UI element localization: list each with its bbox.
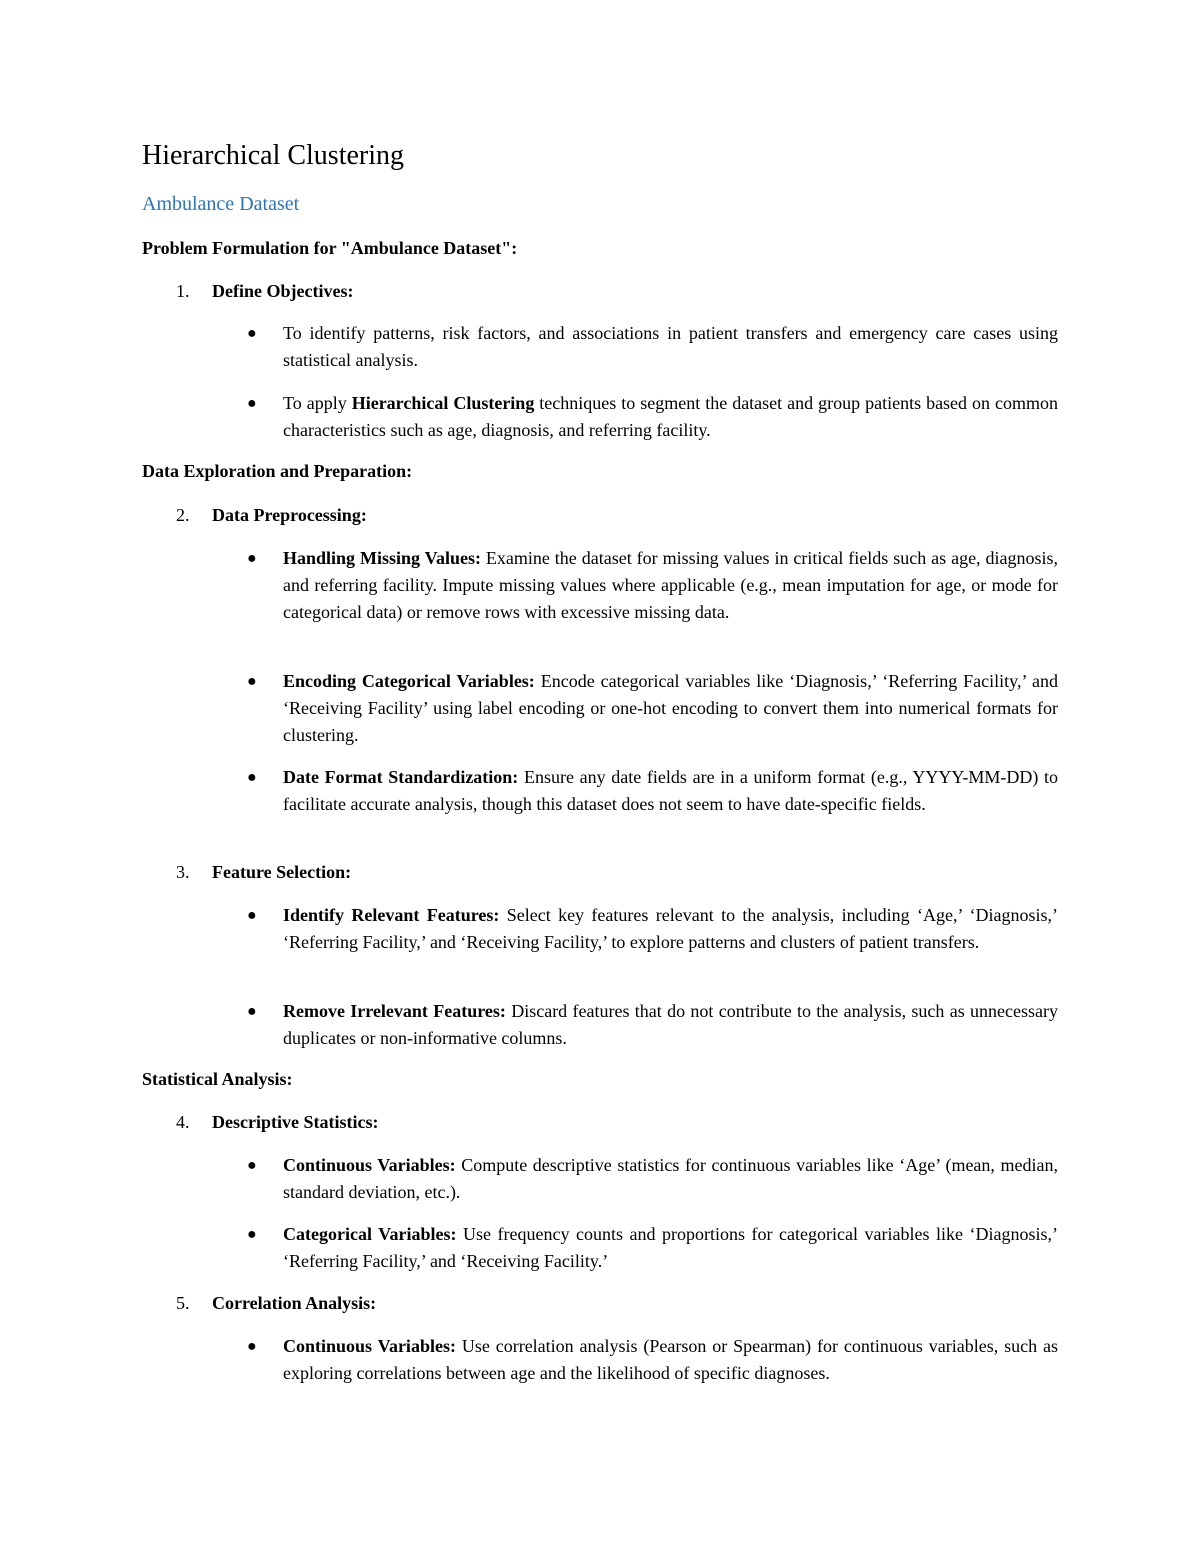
list-label: Correlation Analysis: bbox=[212, 1293, 377, 1313]
section-heading-statistical: Statistical Analysis: bbox=[142, 1069, 293, 1089]
bullet-item bbox=[142, 545, 1058, 626]
bullet-text: Ensure any date fields are in a uniform format (e.g., YYYY-MM-DD) to facilitate accurate analysis, though this dataset does not seem to have date-specific fields. bbox=[283, 767, 1058, 814]
bullet-text: Discard features that do not contribute to the analysis, such as unnecessary duplicates or non-informative columns. bbox=[283, 1001, 1058, 1048]
section-heading-exploration: Data Exploration and Preparation: bbox=[142, 461, 413, 481]
bullet-text: Encode categorical variables like ‘Diagnosis,’ ‘Referring Facility,’ and ‘Receiving Facility’ using label encoding or one-hot encoding to convert them into numerical formats for clustering. bbox=[283, 671, 1058, 745]
bullet-icon: ● bbox=[247, 1338, 257, 1355]
section-heading-problem: Problem Formulation for "Ambulance Dataset": bbox=[142, 238, 518, 258]
bullet-icon: ● bbox=[247, 395, 257, 412]
bullet-text: Select key features relevant to the analysis, including ‘Age,’ ‘Diagnosis,’ ‘Referring Facility,’ and ‘Receiving Facility,’ to explore patterns and clusters of patient transfers. bbox=[283, 905, 1058, 952]
list-number: 1. bbox=[176, 281, 190, 301]
bullet-text: Use correlation analysis (Pearson or Spearman) for continuous variables, such as exploring correlations between age and the likelihood of specific diagnoses. bbox=[283, 1336, 1059, 1383]
bullet-bold-term: Continuous Variables: bbox=[283, 1336, 456, 1356]
list-label: Define Objectives: bbox=[212, 281, 354, 301]
bullet-item bbox=[142, 1221, 1058, 1275]
bullet-bold-term: Handling Missing Values: bbox=[283, 548, 481, 568]
list-number: 5. bbox=[176, 1293, 190, 1313]
list-label: Data Preprocessing: bbox=[212, 505, 367, 525]
bullet-icon: ● bbox=[247, 1003, 257, 1020]
bullet-icon: ● bbox=[247, 325, 257, 342]
bullet-icon: ● bbox=[247, 1157, 257, 1174]
bullet-bold-term: Date Format Standardization: bbox=[283, 767, 519, 787]
list-label: Descriptive Statistics: bbox=[212, 1112, 379, 1132]
bullet-icon: ● bbox=[247, 907, 257, 924]
bullet-icon: ● bbox=[247, 550, 257, 567]
bullet-bold-term: Identify Relevant Features: bbox=[283, 905, 500, 925]
bullet-icon: ● bbox=[247, 769, 257, 786]
bullet-bold-term: Continuous Variables: bbox=[283, 1155, 456, 1175]
list-number: 3. bbox=[176, 862, 190, 882]
bullet-item bbox=[142, 1333, 1058, 1387]
list-number: 4. bbox=[176, 1112, 190, 1132]
bullet-text: techniques to segment the dataset and group patients based on common characteristics such as age, diagnosis, and referring facility. bbox=[283, 393, 1059, 440]
bullet-bold-term: Hierarchical Clustering bbox=[351, 393, 535, 413]
document-subtitle: Ambulance Dataset bbox=[142, 193, 300, 215]
bullet-prefix: To apply bbox=[283, 393, 352, 413]
list-label: Feature Selection: bbox=[212, 862, 352, 882]
bullet-item bbox=[142, 902, 1058, 956]
document-title: Hierarchical Clustering bbox=[142, 140, 405, 171]
list-number: 2. bbox=[176, 505, 190, 525]
bullet-text: Examine the dataset for missing values in critical fields such as age, diagnosis, and referring facility. Impute missing values where applicable (e.g., mean imputation for age, or mode for categorical data) or remove rows with excessive missing data. bbox=[283, 548, 1058, 622]
bullet-text: To identify patterns, risk factors, and associations in patient transfers and emergency care cases using statistical analysis. bbox=[283, 323, 1058, 370]
bullet-item bbox=[142, 998, 1058, 1052]
bullet-item bbox=[142, 668, 1058, 749]
bullet-item bbox=[142, 1152, 1058, 1206]
bullet-icon: ● bbox=[247, 673, 257, 690]
bullet-item bbox=[142, 764, 1058, 818]
bullet-bold-term: Encoding Categorical Variables: bbox=[283, 671, 535, 691]
bullet-icon: ● bbox=[247, 1226, 257, 1243]
bullet-text: Use frequency counts and proportions for categorical variables like ‘Diagnosis,’ ‘Referring Facility,’ and ‘Receiving Facility.’ bbox=[283, 1224, 1058, 1271]
bullet-bold-term: Categorical Variables: bbox=[283, 1224, 457, 1244]
bullet-bold-term: Remove Irrelevant Features: bbox=[283, 1001, 506, 1021]
bullet-item bbox=[142, 320, 1058, 374]
bullet-text: Compute descriptive statistics for continuous variables like ‘Age’ (mean, median, standard deviation, etc.). bbox=[283, 1155, 1058, 1202]
bullet-item bbox=[142, 390, 1058, 444]
